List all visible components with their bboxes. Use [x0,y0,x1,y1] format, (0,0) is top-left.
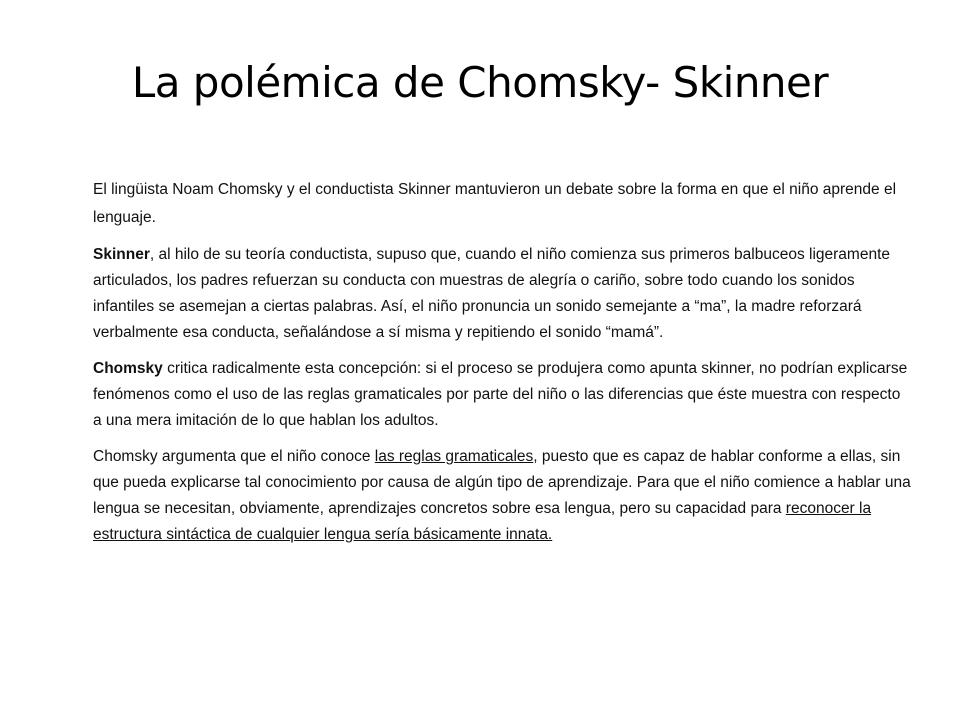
link-estructura-sintactica[interactable]: reconocer la estructura sintáctica de cualquier lengua sería básicamente innata. [93,500,872,543]
paragraph-chomsky-argument [93,444,913,548]
slide-body [93,176,913,558]
paragraph-intro [93,176,913,232]
skinner-bold-lead: Skinner [93,246,150,263]
paragraph-chomsky-critique [93,356,913,434]
paragraph-chomsky-critique-text: critica radicalmente esta concepción: si el proceso se produjera como apunta skinner, no podrían explicarse fenómenos como el uso de las reglas gramaticales por parte del niño o las diferencias que éste muestra con respecto a una mera imitación de lo que hablan los adultos. [93,360,908,429]
paragraph-skinner-text: , al hilo de su teoría conductista, supuso que, cuando el niño comienza sus primeros balbuceos ligeramente articulados, los padres refuerzan su conducta con muestras de alegría o cariño, sobre todo cuando los sonidos infantiles se asemejan a ciertas palabras. Así, el niño pronuncia un sonido semejante a “ma”, la madre reforzará verbalmente esa conducta, señalándose a sí misma y repitiendo el sonido “mamá”. [93,246,890,341]
slide-title: La polémica de Chomsky- Skinner [131,58,829,107]
paragraph-chomsky-argument-text-a: Chomsky argumenta que el niño conoce [93,448,375,465]
link-reglas-gramaticales[interactable]: las reglas gramaticales [374,448,534,465]
paragraph-skinner [93,242,913,346]
paragraph-chomsky-argument-text-b: , puesto que es capaz de hablar conforme a ellas, sin que pueda explicarse tal conocimiento por causa de algún tipo de aprendizaje. Para que el niño comience a hablar una lengua se necesitan, obviamente, aprendizajes concretos sobre esa lengua, pero su capacidad para [93,448,911,517]
chomsky-bold-lead: Chomsky [93,360,163,377]
paragraph-intro-text: El lingüista Noam Chomsky y el conductista Skinner mantuvieron un debate sobre la forma en que el niño aprende el lenguaje. [93,181,897,226]
